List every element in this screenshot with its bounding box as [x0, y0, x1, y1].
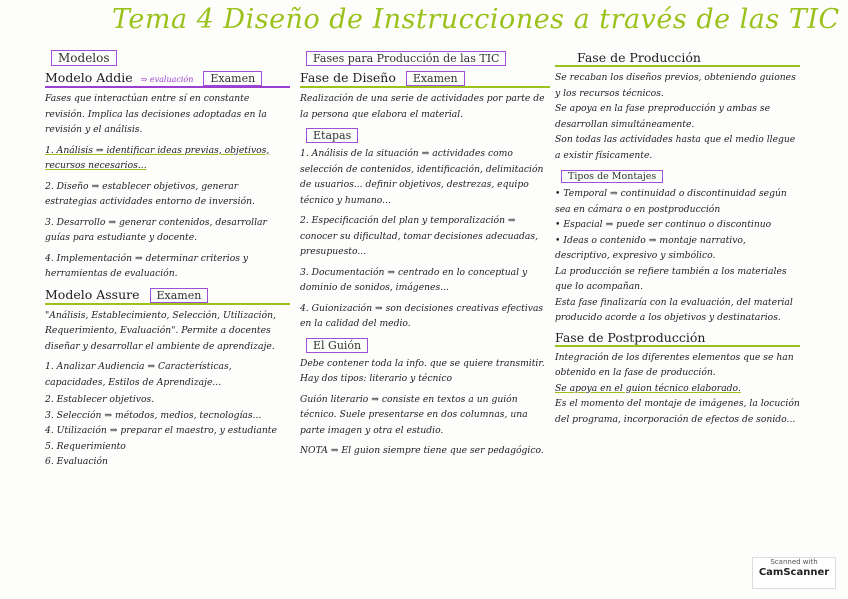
diseno-intro: Realización de una serie de actividades por parte de la persona que elabora el material. [300, 93, 545, 120]
fases-heading: Fases para Producción de las TIC [306, 51, 506, 66]
etapa-item: 3. Documentación ⇒ centrado en lo conceptual y dominio de sonidos, imágenes... [300, 266, 528, 293]
diseno-exam-badge: Examen [406, 71, 465, 86]
addie-step: 3. Desarrollo ⇒ generar contenidos, desarrollar guías para estudiante y docente. [45, 216, 267, 243]
diseno-heading: Fase de Diseño [300, 70, 396, 85]
assure-step: 1. Analizar Audiencia ⇒ Características, capacidades, Estilos de Aprendizaje... [45, 361, 232, 388]
postproduccion-text: Se apoya en el guion técnico elaborado. [555, 382, 741, 394]
scanner-watermark [752, 557, 836, 589]
column-produccion [555, 46, 800, 432]
addie-heading: Modelo Addie [45, 70, 133, 85]
assure-intro: "Análisis, Establecimiento, Selección, Utilización, Requerimiento, Evaluación". Permite a docentes diseñar y desarrollar el ambiente de aprendizaje. [45, 309, 276, 352]
assure-exam-badge: Examen [150, 288, 209, 303]
etapas-heading: Etapas [306, 128, 358, 143]
addie-step: 2. Diseño ⇒ establecer objetivos, generar estrategias actividades entorno de inversión. [45, 180, 255, 207]
tipo-item: • Temporal ⇒ continuidad o discontinuidad según sea en cámara o en postproducción [555, 188, 787, 215]
produccion-heading: Fase de Producción [577, 50, 701, 65]
modelos-heading: Modelos [51, 50, 117, 66]
produccion-text: Se recaban los diseños previos, obteniendo guiones y los recursos técnicos. [555, 72, 796, 99]
postproduccion-text: Integración de los diferentes elementos que se han obtenido en la fase de producción. [555, 351, 794, 378]
assure-step: 5. Requerimiento [45, 440, 126, 452]
addie-note: ⇒ evaluación [140, 75, 194, 84]
produccion-text: Son todas las actividades hasta que el medio llegue a existir físicamente. [555, 134, 796, 161]
postproduccion-text: Es el momento del montaje de imágenes, la locución del programa, incorporación de efectos de sonido... [555, 398, 800, 425]
assure-heading: Modelo Assure [45, 286, 140, 302]
assure-step: 4. Utilización ⇒ preparar el maestro, y estudiante [45, 425, 277, 436]
watermark-line1: Scanned with [770, 558, 818, 566]
addie-step: 1. Análisis ⇒ identificar ideas previas, objetivos, recursos necesarios... [45, 144, 270, 171]
tipo-item: • Ideas o contenido ⇒ montaje narrativo, descriptivo, expresivo y simbólico. [555, 234, 746, 261]
produccion-text: Esta fase finalizaría con la evaluación, del material producido acorde a los objetivos y destinatarios. [555, 296, 793, 323]
addie-step: 4. Implementación ⇒ determinar criterios y herramientas de evaluación. [45, 252, 249, 279]
produccion-text: Se apoya en la fase preproducción y ambas se desarrollan simultáneamente. [555, 103, 771, 130]
column-fases [300, 46, 550, 464]
tipo-item: • Espacial ⇒ puede ser continuo o discontinuo [555, 219, 772, 230]
column-modelos [45, 46, 290, 470]
page-title: Tema 4 Diseño de Instrucciones a través de las TIC [112, 4, 840, 35]
assure-step: 3. Selección ⇒ métodos, medios, tecnologías... [45, 409, 262, 421]
addie-intro: Fases que interactúan entre sí en constante revisión. Implica las decisiones adoptadas en la revisión y el análisis. [45, 93, 267, 135]
nota: NOTA ⇒ El guion siempre tiene que ser pedagógico. [300, 445, 544, 456]
addie-exam-badge: Examen [203, 71, 262, 86]
watermark-line2: CamScanner [758, 567, 830, 578]
etapa-item: 1. Análisis de la situación ⇒ actividades como selección de contenidos, identificación, delimitación de usuarios... definir objetivos, destrezas, equipo técnico y humano... [300, 148, 544, 206]
guion-item: Guión literario ⇒ consiste en textos a un guión técnico. Suele presentarse en dos columnas, una parte imagen y otra el estudio. [300, 393, 528, 436]
assure-step: 6. Evaluación [45, 456, 108, 467]
guion-heading: El Guión [306, 338, 368, 353]
etapa-item: 2. Especificación del plan y temporalización ⇒ conocer su dificultad, tomar decisiones adecuadas, presupuesto... [300, 215, 539, 257]
assure-step: 2. Establecer objetivos. [45, 394, 155, 405]
postproduccion-heading: Fase de Postproducción [555, 329, 706, 345]
guion-intro: Debe contener toda la info. que se quiere transmitir. Hay dos tipos: literario y técnico [300, 357, 545, 384]
tipos-heading: Tipos de Montajes [561, 170, 663, 183]
etapa-item: 4. Guionización ⇒ son decisiones creativas efectivas en la calidad del medio. [300, 302, 544, 329]
produccion-text: La producción se refiere también a los materiales que lo acompañan. [555, 265, 787, 292]
